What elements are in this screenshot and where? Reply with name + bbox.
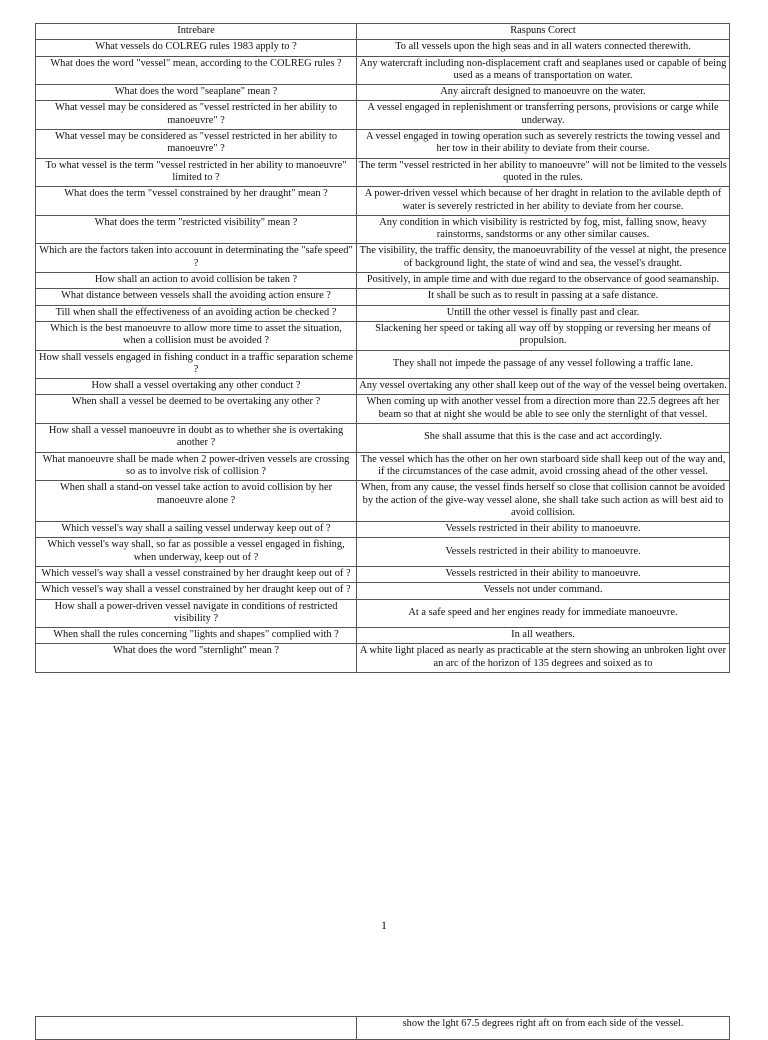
table-row bbox=[36, 628, 730, 644]
table-row bbox=[36, 350, 730, 379]
answer-cell: The term "vessel restricted in her ability to manoeuvre" will not be limited to the vessels quoted in the rules. bbox=[357, 158, 730, 187]
answer-cell: To all vessels upon the high seas and in all waters connected therewith. bbox=[357, 40, 730, 56]
answer-cell: They shall not impede the passage of any vessel following a traffic lane. bbox=[357, 350, 730, 379]
question-cell: What manoeuvre shall be made when 2 power-driven vessels are crossing so as to involve risk of collision ? bbox=[36, 452, 357, 481]
answer-cell: Any condition in which visibility is restricted by fog, mist, falling snow, heavy rainstorms, sandstorms or any other similar causes. bbox=[357, 215, 730, 244]
question-cell: When shall a vessel be deemed to be overtaking any other ? bbox=[36, 395, 357, 424]
answer-cell: At a safe speed and her engines ready for immediate manoeuvre. bbox=[357, 599, 730, 628]
question-cell: To what vessel is the term "vessel restricted in her ability to manoeuvre" limited to ? bbox=[36, 158, 357, 187]
answer-cell: Slackening her speed or taking all way off by stopping or reversing her means of propulsion. bbox=[357, 321, 730, 350]
table-row bbox=[36, 481, 730, 522]
question-cell: How shall vessels engaged in fishing conduct in a traffic separation scheme ? bbox=[36, 350, 357, 379]
table-row bbox=[36, 158, 730, 187]
table-row bbox=[36, 538, 730, 567]
answer-cell: A vessel engaged in replenishment or transferring persons, provisions or carge while underway. bbox=[357, 101, 730, 130]
answer-cell: Positively, in ample time and with due regard to the observance of good seamanship. bbox=[357, 273, 730, 289]
table-row bbox=[36, 424, 730, 453]
question-cell: How shall a vessel manoeuvre in doubt as to whether she is overtaking another ? bbox=[36, 424, 357, 453]
table-row bbox=[36, 130, 730, 159]
question-cell: Which are the factors taken into accouunt in determinating the "safe speed" ? bbox=[36, 244, 357, 273]
table-row bbox=[36, 215, 730, 244]
table-row bbox=[36, 40, 730, 56]
answer-cell: Any vessel overtaking any other shall keep out of the way of the vessel being overtaken. bbox=[357, 379, 730, 395]
question-cell: Which vessel's way shall a vessel constrained by her draught keep out of ? bbox=[36, 566, 357, 582]
table-row bbox=[36, 566, 730, 582]
answer-cell: Vessels restricted in their ability to manoeuvre. bbox=[357, 522, 730, 538]
table-row bbox=[36, 644, 730, 673]
answer-cell: When coming up with another vessel from a direction more than 22.5 degrees aft her beam so that at night she would be able to see only the sternlight of that vessel. bbox=[357, 395, 730, 424]
question-cell: How shall an action to avoid collision be taken ? bbox=[36, 273, 357, 289]
question-cell: How shall a vessel overtaking any other conduct ? bbox=[36, 379, 357, 395]
question-cell: When shall a stand-on vessel take action to avoid collision by her manoeuvre alone ? bbox=[36, 481, 357, 522]
question-cell: What vessels do COLREG rules 1983 apply to ? bbox=[36, 40, 357, 56]
answer-cell: In all weathers. bbox=[357, 628, 730, 644]
table-row bbox=[36, 244, 730, 273]
table-row bbox=[36, 452, 730, 481]
question-cell: What distance between vessels shall the avoiding action ensure ? bbox=[36, 289, 357, 305]
table-header-row bbox=[36, 24, 730, 40]
question-cell: When shall the rules concerning "lights and shapes" complied with ? bbox=[36, 628, 357, 644]
answer-cell: Vessels restricted in their ability to manoeuvre. bbox=[357, 538, 730, 567]
question-cell: What does the word "sternlight" mean ? bbox=[36, 644, 357, 673]
answer-cell: Any aircraft designed to manoeuvre on the water. bbox=[357, 85, 730, 101]
question-cell: What does the word "vessel" mean, according to the COLREG rules ? bbox=[36, 56, 357, 85]
header-answer: Raspuns Corect bbox=[357, 24, 730, 40]
table-row bbox=[36, 583, 730, 599]
qa-table bbox=[35, 23, 730, 673]
answer-cell: Untill the other vessel is finally past and clear. bbox=[357, 305, 730, 321]
table-row bbox=[36, 56, 730, 85]
question-cell: Which vessel's way shall, so far as possible a vessel engaged in fishing, when underway, keep out of ? bbox=[36, 538, 357, 567]
page-number: 1 bbox=[381, 918, 387, 932]
answer-cell: The visibility, the traffic density, the manoeuvrability of the vessel at night, the presence of background light, the state of wind and sea, the vessel's draught. bbox=[357, 244, 730, 273]
answer-cell: The vessel which has the other on her own starboard side shall keep out of the way and, if the circumstances of the case admit, avoid crossing ahead of the other vessel. bbox=[357, 452, 730, 481]
table-row bbox=[36, 522, 730, 538]
question-cell: What vessel may be considered as "vessel restricted in her ability to manoeuvre" ? bbox=[36, 101, 357, 130]
question-cell: What vessel may be considered as "vessel restricted in her ability to manoeuvre" ? bbox=[36, 130, 357, 159]
table-row bbox=[36, 187, 730, 216]
table-row bbox=[36, 1017, 730, 1040]
answer-cell: Vessels not under command. bbox=[357, 583, 730, 599]
table-row bbox=[36, 379, 730, 395]
question-cell bbox=[36, 1017, 357, 1040]
answer-cell: Any watercraft including non-displacement craft and seaplanes used or capable of being used as a means of transportation on water. bbox=[357, 56, 730, 85]
header-question: Intrebare bbox=[36, 24, 357, 40]
answer-cell: Vessels restricted in their ability to manoeuvre. bbox=[357, 566, 730, 582]
table-row bbox=[36, 101, 730, 130]
table-row bbox=[36, 321, 730, 350]
question-cell: Which vessel's way shall a sailing vessel underway keep out of ? bbox=[36, 522, 357, 538]
answer-cell: A power-driven vessel which because of her draght in relation to the avilable depth of water is severely restricted in her ability to deviate from her course. bbox=[357, 187, 730, 216]
question-cell: Which is the best manoeuvre to allow more time to asset the situation, when a collision must be avoided ? bbox=[36, 321, 357, 350]
table-row bbox=[36, 599, 730, 628]
next-page-table bbox=[35, 1016, 730, 1040]
question-cell: Which vessel's way shall a vessel constrained by her draught keep out of ? bbox=[36, 583, 357, 599]
qa-table-body bbox=[36, 40, 730, 673]
answer-cell: show the lght 67.5 degrees right aft on from each side of the vessel. bbox=[357, 1017, 730, 1040]
table-row bbox=[36, 289, 730, 305]
table-row bbox=[36, 273, 730, 289]
question-cell: How shall a power-driven vessel navigate in conditions of restricted visibility ? bbox=[36, 599, 357, 628]
answer-cell: When, from any cause, the vessel finds herself so close that collision cannot be avoided by the action of the give-way vessel alone, she shall take such action as will best aid to avoid collision. bbox=[357, 481, 730, 522]
question-cell: What does the term "vessel constrained by her draught" mean ? bbox=[36, 187, 357, 216]
question-cell: What does the term "restricted visibility" mean ? bbox=[36, 215, 357, 244]
table-row bbox=[36, 305, 730, 321]
table-row bbox=[36, 395, 730, 424]
table-row bbox=[36, 85, 730, 101]
answer-cell: A white light placed as nearly as practicable at the stern showing an unbroken light over an arc of the horizon of 135 degrees and soixed as to bbox=[357, 644, 730, 673]
question-cell: What does the word "seaplane" mean ? bbox=[36, 85, 357, 101]
answer-cell: A vessel engaged in towing operation such as severely restricts the towing vessel and her tow in their ability to deviate from their course. bbox=[357, 130, 730, 159]
answer-cell: It shall be such as to result in passing at a safe distance. bbox=[357, 289, 730, 305]
question-cell: Till when shall the effectiveness of an avoiding action be checked ? bbox=[36, 305, 357, 321]
answer-cell: She shall assume that this is the case and act accordingly. bbox=[357, 424, 730, 453]
